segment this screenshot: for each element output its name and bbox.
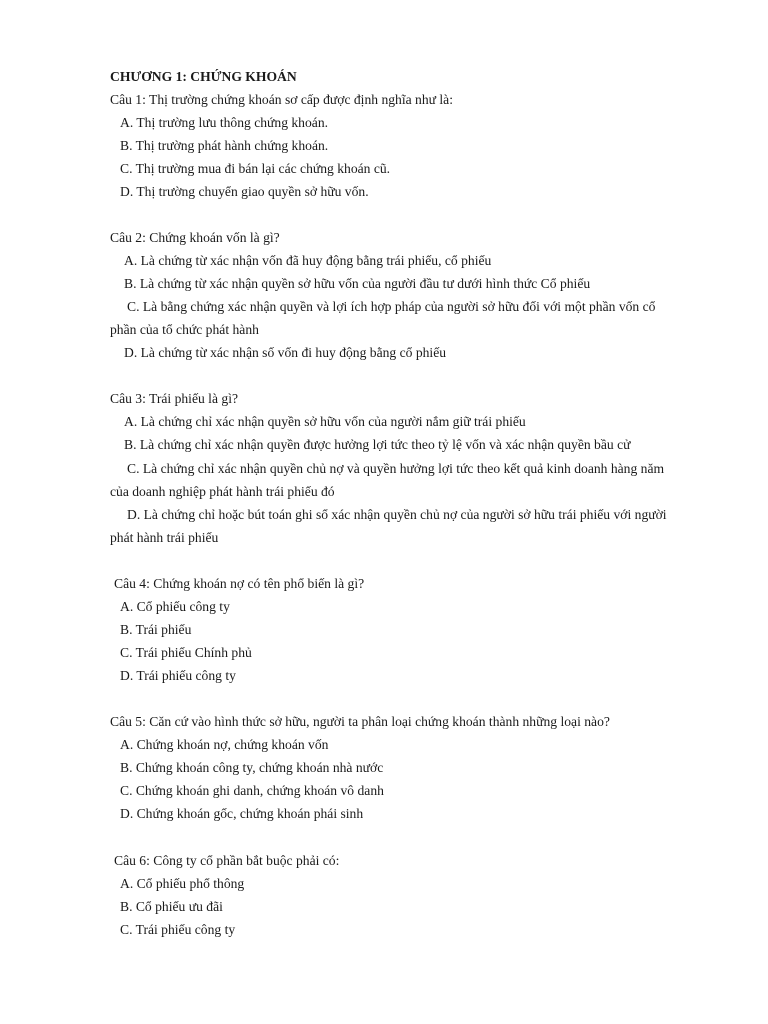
question-5-option-d: D. Chứng khoán gốc, chứng khoán phái sinh <box>120 806 364 821</box>
question-2-option-d: D. Là chứng từ xác nhận số vốn đi huy động bằng cổ phiếu <box>124 345 447 360</box>
question-1-option-c: C. Thị trường mua đi bán lại các chứng khoán cũ. <box>120 161 391 176</box>
question-6-option-b: B. Cổ phiếu ưu đãi <box>120 899 223 914</box>
question-6-option-a: A. Cổ phiếu phổ thông <box>120 876 245 891</box>
question-3-option-b: B. Là chứng chỉ xác nhận quyền được hưởng lợi tức theo tỷ lệ vốn và xác nhận quyền bầu cử <box>124 437 631 452</box>
question-3-option-a: A. Là chứng chỉ xác nhận quyền sở hữu vốn của người nắm giữ trái phiếu <box>124 414 526 429</box>
question-5-option-c: C. Chứng khoán ghi danh, chứng khoán vô danh <box>120 783 384 798</box>
question-4-option-b: B. Trái phiếu <box>120 622 192 637</box>
question-1-option-a: A. Thị trường lưu thông chứng khoán. <box>120 115 329 130</box>
question-6: Câu 6: Công ty cổ phần bắt buộc phải có: <box>114 853 340 868</box>
question-6-option-c: C. Trái phiếu công ty <box>120 922 236 937</box>
question-3-option-c: C. Là chứng chỉ xác nhận quyền chủ nợ và quyền hưởng lợi tức theo kết quả kinh doanh hàng năm <box>127 461 665 476</box>
question-5-option-a: A. Chứng khoán nợ, chứng khoán vốn <box>120 737 329 752</box>
question-5-option-b: B. Chứng khoán công ty, chứng khoán nhà nước <box>120 760 384 775</box>
question-2-option-c: C. Là bằng chứng xác nhận quyền và lợi ích hợp pháp của người sở hữu đối với một phần vốn cổ <box>127 299 656 314</box>
question-1: Câu 1: Thị trường chứng khoán sơ cấp được định nghĩa như là: <box>110 92 453 107</box>
question-4-option-d: D. Trái phiếu công ty <box>120 668 236 683</box>
question-4-option-a: A. Cổ phiếu công ty <box>120 599 230 614</box>
chapter-title: CHƯƠNG 1: CHỨNG KHOÁN <box>110 69 297 84</box>
question-2-option-b: B. Là chứng từ xác nhận quyền sở hữu vốn của người đầu tư dưới hình thức Cổ phiếu <box>124 276 591 291</box>
question-3-option-d-continued: phát hành trái phiếu <box>110 530 219 545</box>
question-1-option-d: D. Thị trường chuyển giao quyền sở hữu vốn. <box>120 184 369 199</box>
question-4-option-c: C. Trái phiếu Chính phủ <box>120 645 252 660</box>
question-2-option-a: A. Là chứng từ xác nhận vốn đã huy động bằng trái phiếu, cổ phiếu <box>124 253 492 268</box>
question-5: Câu 5: Căn cứ vào hình thức sở hữu, người ta phân loại chứng khoán thành những loại nào? <box>110 714 610 729</box>
question-3: Câu 3: Trái phiếu là gì? <box>110 391 238 406</box>
question-2: Câu 2: Chứng khoán vốn là gì? <box>110 230 280 245</box>
question-3-option-d: D. Là chứng chỉ hoặc bút toán ghi sổ xác nhận quyền chủ nợ của người sở hữu trái phiếu với người <box>127 507 667 522</box>
question-1-option-b: B. Thị trường phát hành chứng khoán. <box>120 138 329 153</box>
question-3-option-c-continued: của doanh nghiệp phát hành trái phiếu đó <box>110 484 335 499</box>
question-2-option-c-continued: phần của tổ chức phát hành <box>110 322 259 337</box>
question-4: Câu 4: Chứng khoán nợ có tên phổ biến là gì? <box>114 576 365 591</box>
